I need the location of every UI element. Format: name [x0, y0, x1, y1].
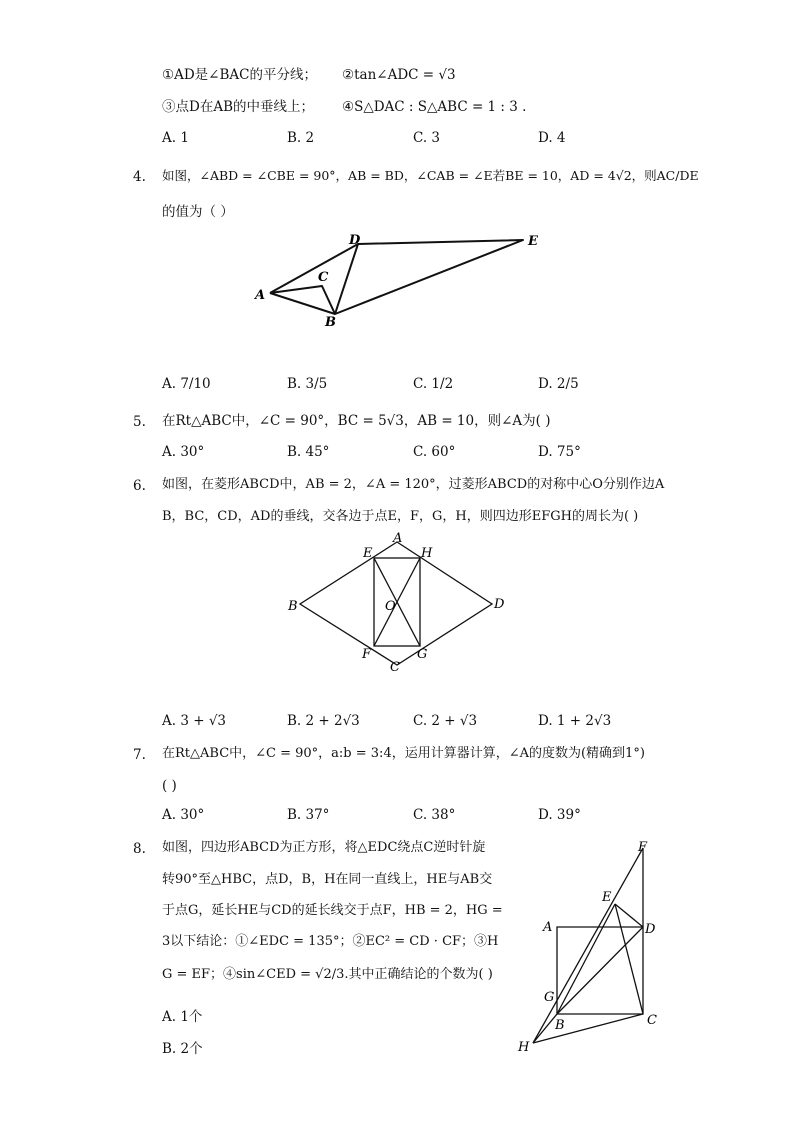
q8-label-h: H: [518, 1040, 530, 1055]
q4-option-d[interactable]: D. 2/5: [538, 376, 579, 392]
q8-text-line2: 转90°至△HBC，点D，B，H在同一直线上，HE与AB交: [162, 872, 493, 887]
q3-option-b[interactable]: B. 2: [287, 130, 315, 146]
q6-label-c: C: [390, 660, 400, 675]
q7-number: 7.: [133, 747, 146, 763]
q8-option-b[interactable]: B. 2个: [162, 1041, 203, 1057]
q5-option-c[interactable]: C. 60°: [413, 444, 456, 460]
q6-label-f: F: [362, 647, 372, 662]
q5-number: 5.: [133, 414, 146, 430]
q7-text-line2: ( ): [162, 778, 177, 794]
q4-label-a: A: [255, 288, 266, 303]
q6-option-a[interactable]: A. 3 + √3: [162, 713, 227, 729]
q3-statement-2: ②tan∠ADC = √3: [342, 67, 456, 83]
q4-label-b: B: [325, 315, 336, 330]
q4-label-d: D: [349, 233, 361, 248]
q6-label-e: E: [363, 546, 373, 561]
q7-option-d[interactable]: D. 39°: [538, 807, 581, 823]
q4-option-a[interactable]: A. 7/10: [162, 376, 211, 392]
q8-text-line1: 如图，四边形ABCD为正方形，将△EDC绕点C逆时针旋: [162, 840, 486, 855]
q4-option-c[interactable]: C. 1/2: [413, 376, 454, 392]
q4-text-line2: 的值为（ ）: [162, 204, 234, 220]
q7-option-b[interactable]: B. 37°: [287, 807, 330, 823]
q3-statement-1: ①AD是∠BAC的平分线；: [162, 67, 317, 83]
q6-option-b[interactable]: B. 2 + 2√3: [287, 713, 360, 729]
q8-label-e: E: [602, 890, 612, 905]
q6-option-d[interactable]: D. 1 + 2√3: [538, 713, 612, 729]
q7-text-line1: 在Rt△ABC中，∠C = 90°，a:b = 3:4，运用计算器计算，∠A的度数为(精确到1°): [162, 746, 645, 761]
q3-option-d[interactable]: D. 4: [538, 130, 566, 146]
q6-label-d: D: [494, 597, 505, 612]
q6-option-c[interactable]: C. 2 + √3: [413, 713, 478, 729]
q8-text-line4: 3以下结论：①∠EDC = 135°；②EC² = CD · CF；③H: [162, 934, 499, 949]
q5-option-a[interactable]: A. 30°: [162, 444, 205, 460]
q8-label-f: F: [638, 840, 648, 855]
q6-label-a: A: [393, 531, 403, 546]
q4-label-c: C: [318, 270, 329, 285]
q6-label-o: O: [385, 599, 396, 614]
q8-label-a: A: [543, 920, 553, 935]
q5-option-b[interactable]: B. 45°: [287, 444, 330, 460]
q8-label-g: G: [544, 990, 555, 1005]
q4-label-e: E: [528, 234, 538, 249]
q3-statement-3: ③点D在AB的中垂线上；: [162, 99, 314, 115]
q7-option-c[interactable]: C. 38°: [413, 807, 456, 823]
q8-option-a[interactable]: A. 1个: [162, 1009, 203, 1025]
q6-text-line2: B，BC，CD，AD的垂线，交各边于点E，F，G，H，则四边形EFGH的周长为( ): [162, 509, 639, 524]
q8-label-b: B: [555, 1018, 565, 1033]
q3-option-a[interactable]: A. 1: [162, 130, 189, 146]
q4-text-line1: 如图，∠ABD = ∠CBE = 90°，AB = BD，∠CAB = ∠E若BE = 10，AD = 4√2，则AC/DE: [162, 168, 699, 183]
q8-label-c: C: [647, 1013, 657, 1028]
q5-option-d[interactable]: D. 75°: [538, 444, 581, 460]
q6-number: 6.: [133, 478, 146, 494]
q8-label-d: D: [645, 922, 656, 937]
q8-figure: [510, 836, 670, 1058]
q4-option-b[interactable]: B. 3/5: [287, 376, 328, 392]
q6-text-line1: 如图，在菱形ABCD中，AB = 2，∠A = 120°，过菱形ABCD的对称中心O分别作边A: [162, 477, 665, 492]
q3-option-c[interactable]: C. 3: [413, 130, 441, 146]
q6-label-g: G: [417, 647, 428, 662]
q6-label-h: H: [421, 546, 433, 561]
q8-text-line3: 于点G，延长HE与CD的延长线交于点F，HB = 2，HG =: [162, 903, 503, 918]
q4-figure: [245, 228, 545, 333]
q6-label-b: B: [288, 599, 298, 614]
q7-option-a[interactable]: A. 30°: [162, 807, 205, 823]
q5-text: 在Rt△ABC中，∠C = 90°，BC = 5√3，AB = 10，则∠A为( ): [162, 413, 551, 429]
q4-number: 4.: [133, 169, 146, 185]
q3-statement-4: ④S△DAC : S△ABC = 1 : 3 .: [342, 99, 527, 115]
q8-text-line5: G = EF；④sin∠CED = √2/3.其中正确结论的个数为( ): [162, 967, 493, 982]
q8-number: 8.: [133, 841, 146, 857]
q6-figure: [282, 530, 512, 678]
